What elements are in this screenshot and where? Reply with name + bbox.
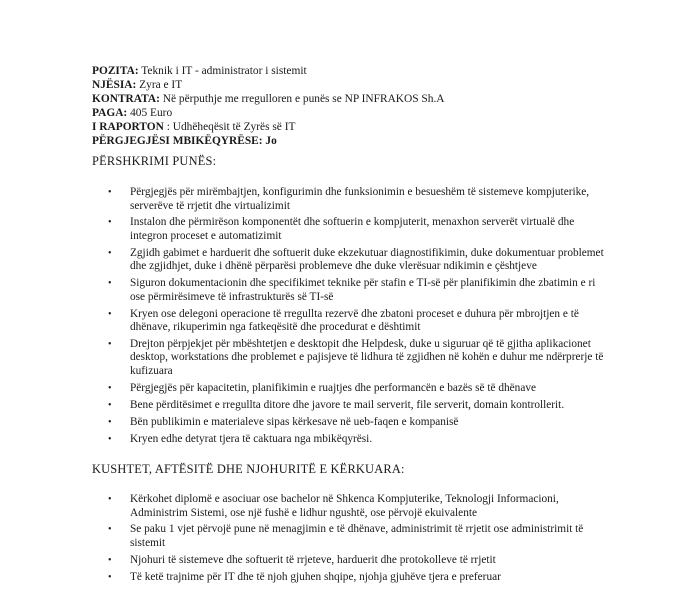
duties-list <box>108 186 608 449</box>
position-label: POZITA: <box>92 65 139 77</box>
list-item-text: Përgjegjës për mirëmbajtjen, konfigurimin dhe funksionimin e besueshëm të sistemeve kompjuterike, serverëve të rrjetit dhe virtualizimit <box>130 186 590 212</box>
contract-label: KONTRATA: <box>92 93 160 106</box>
bullet-icon: • <box>108 399 112 411</box>
bullet-icon: • <box>108 247 112 259</box>
bullet-icon: • <box>108 217 112 229</box>
supervisory-label: PËRGJEGJËSI MBIKËQYRËSE: <box>92 135 263 148</box>
list-item <box>108 554 608 568</box>
list-item <box>108 308 608 335</box>
supervisory-value: Jo <box>262 135 277 148</box>
list-item-text: Përgjegjës për kapacitetin, planifikimin e ruajtjes dhe performancën e bazës së të dhënave <box>130 381 536 394</box>
salary-value: 405 Euro <box>127 107 173 120</box>
bullet-icon: • <box>108 571 112 583</box>
list-item-text: Bën publikimin e materialeve sipas kërkesave në ueb-faqen e kompanisë <box>130 415 459 428</box>
unit-line <box>92 78 445 92</box>
list-item <box>108 186 608 213</box>
salary-label: PAGA: <box>92 107 128 120</box>
list-item-text: Zgjidh gabimet e harduerit dhe softuerit duke ekzekutuar diagnostifikimin, duke dokumentuar problemet dhe zgjidhjet, duke i dhënë përparësi problemeve dhe duke vlerësuar ndikimin e çështjeve <box>130 246 604 273</box>
reports-to-line <box>92 120 445 134</box>
position-line <box>92 64 445 78</box>
list-item-text: Kërkohet diplomë e asociuar ose bachelor në Shkenca Kompjuterike, Teknologji Informacioni, Administrim Sistemi, ose një fushë e lidhur ngushtë, ose përvojë ekuivalente <box>130 493 559 519</box>
requirements-heading: KUSHTET, AFTËSITË DHE NJOHURITË E KËRKUARA: <box>92 462 405 476</box>
list-item-text: Bene përditësimet e rregullta ditore dhe javore te mail serverit, file serverit, domain kontrollerit. <box>130 398 565 411</box>
salary-line <box>92 106 445 120</box>
bullet-icon: • <box>108 187 112 198</box>
list-item-text: Se paku 1 vjet përvojë pune në menagjimin e të dhënave, administrimit të rrjetit ose administrimit të sistemit <box>130 523 584 549</box>
list-item-text: Kryen edhe detyrat tjera të caktuara nga mbikëqyrësi. <box>130 432 373 445</box>
bullet-icon: • <box>108 554 112 566</box>
list-item <box>108 338 608 379</box>
list-item <box>108 523 608 550</box>
reports-to-label: I RAPORTON <box>92 121 164 134</box>
position-value: Teknik i IT - administrator i sistemit <box>138 65 307 77</box>
list-item <box>108 571 608 585</box>
unit-label: NJËSIA: <box>92 79 137 92</box>
list-item <box>108 416 608 430</box>
reports-to-value: : Udhëheqësit të Zyrës së IT <box>163 121 296 134</box>
bullet-icon: • <box>108 278 112 290</box>
bullet-icon: • <box>108 308 112 320</box>
list-item-text: Siguron dokumentacionin dhe specifikimet teknike për stafin e TI-së për planifikimin dhe zbatimin e ri ose përmirësimeve të infrastrukturës së TI-së <box>130 277 596 303</box>
list-item-text: Instalon dhe përmirëson komponentët dhe softuerin e kompjuterit, menaxhon serverët virtualë dhe integron proceset e automatizimit <box>130 216 575 242</box>
bullet-icon: • <box>108 494 112 505</box>
list-item-text: Kryen ose delegoni operacione të rregullta rezervë dhe zbatoni proceset e duhura për mbrojtjen e të dhënave, rikuperimin nga fatkeqësitë dhe procedurat e dështimit <box>130 307 579 334</box>
list-item-text: Njohuri të sistemeve dhe softuerit të rrjeteve, harduerit dhe protokolleve të rrjetit <box>130 553 496 566</box>
bullet-icon: • <box>108 524 112 536</box>
contract-line <box>92 92 445 106</box>
duties-heading: PËRSHKRIMI PUNËS: <box>92 154 217 168</box>
supervisory-line <box>92 134 445 148</box>
list-item <box>108 382 608 396</box>
list-item <box>108 277 608 304</box>
list-item <box>108 247 608 274</box>
job-details <box>92 64 445 149</box>
unit-value: Zyra e IT <box>136 79 183 92</box>
list-item <box>108 493 608 520</box>
requirements-list <box>108 493 608 588</box>
list-item <box>108 216 608 243</box>
bullet-icon: • <box>108 416 112 428</box>
bullet-icon: • <box>108 433 112 445</box>
list-item <box>108 433 608 447</box>
bullet-icon: • <box>108 382 112 394</box>
contract-value: Në përputhje me rregulloren e punës se NP INFRAKOS Sh.A <box>159 93 445 106</box>
bullet-icon: • <box>108 338 112 350</box>
list-item-text: Drejton përpjekjet për mbështetjen e desktopit dhe Helpdesk, duke u siguruar që të gjitha aplikacionet desktop, workstations dhe problemet e pajisjeve të lidhura të zgjidhen në kohën e duhur me ndërprerje të kufizuara <box>130 337 604 377</box>
list-item <box>108 399 608 413</box>
list-item-text: Të ketë trajnime për IT dhe të njoh gjuhen shqipe, njohja gjuhëve tjera e preferuar <box>130 570 501 583</box>
